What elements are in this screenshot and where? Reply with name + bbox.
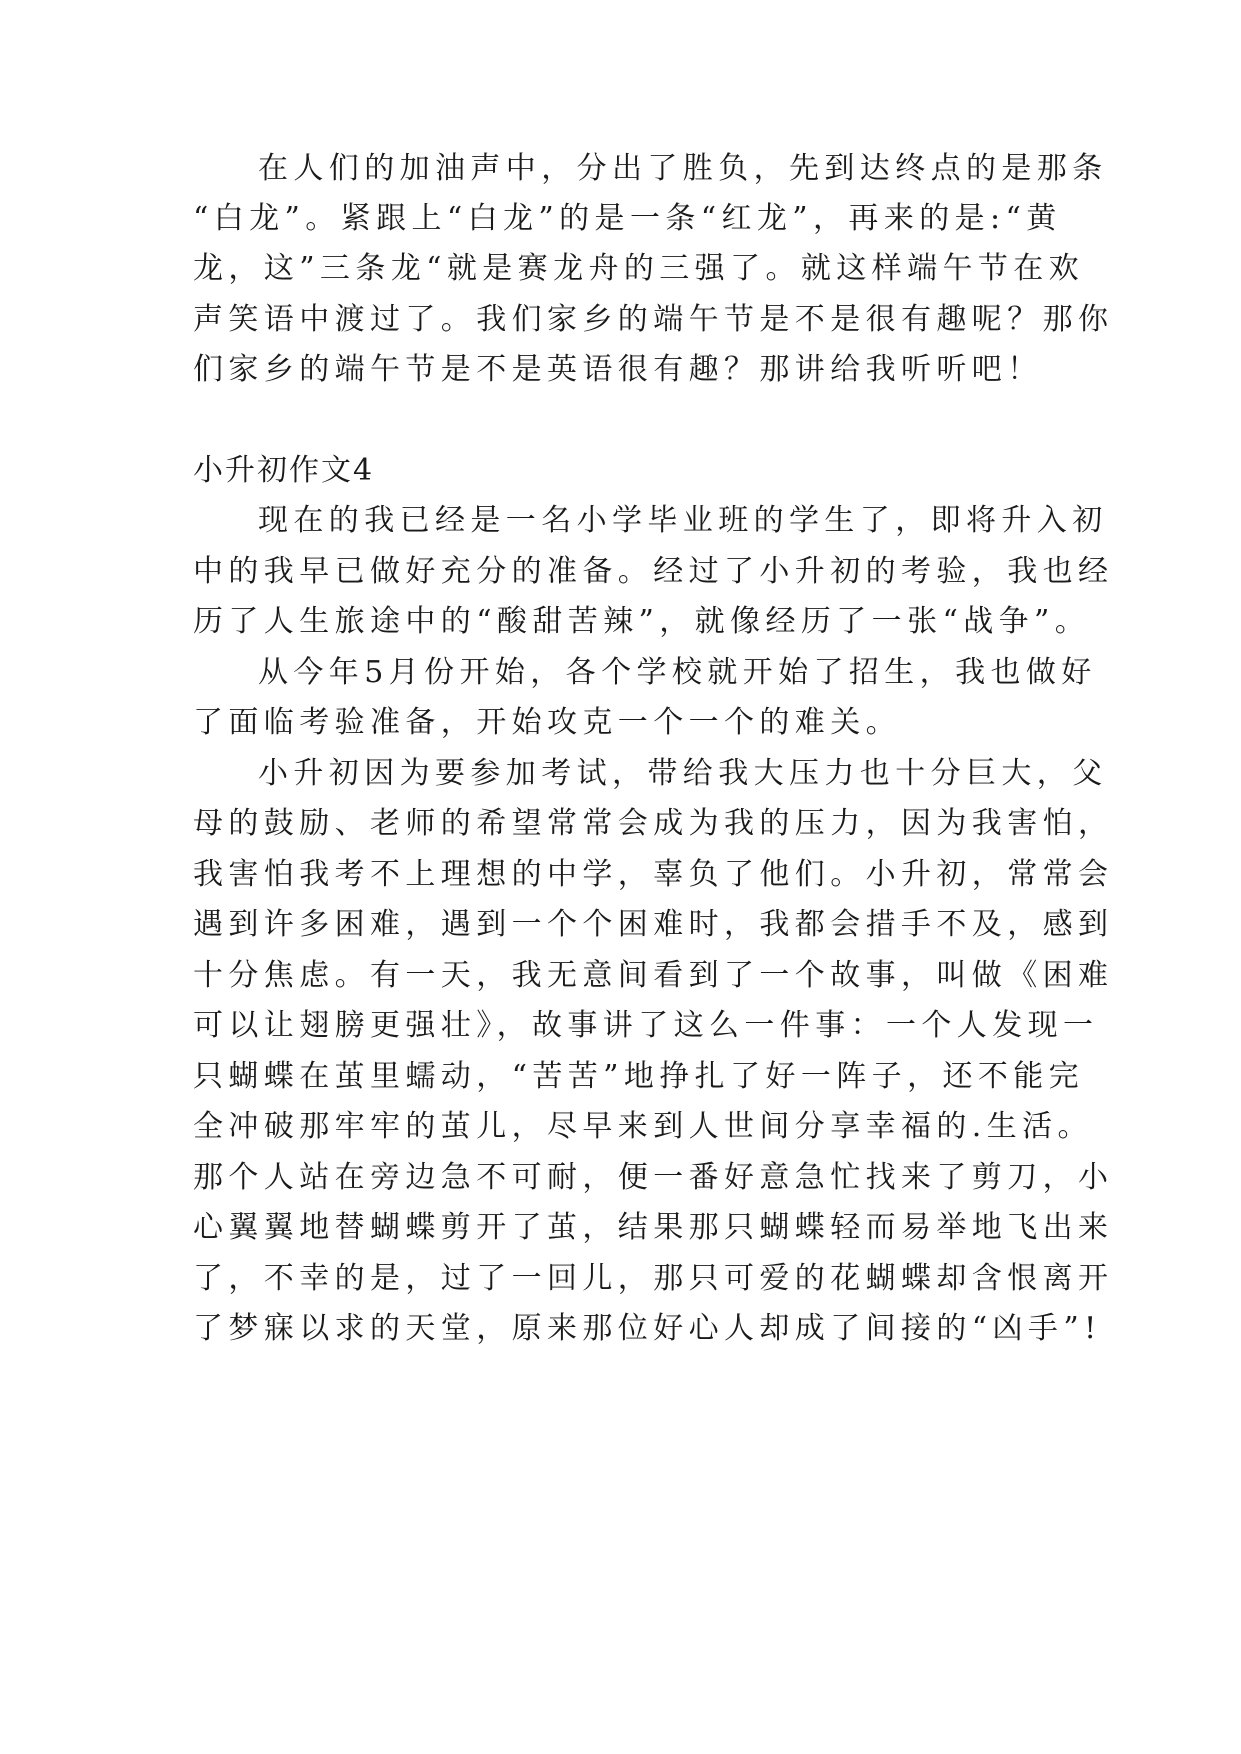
section-title: 小升初作文4	[193, 453, 375, 488]
paragraph-line: 历了人生旅途中的“酸甜苦辣”，就像经历了一张“战争”。	[193, 604, 1091, 639]
paragraph-line: 了面临考验准备，开始攻克一个一个的难关。	[193, 705, 901, 740]
paragraph-line: 声笑语中渡过了。我们家乡的端午节是不是很有趣呢？那你	[193, 302, 1114, 337]
paragraph-line: 全冲破那牢牢的茧儿，尽早来到人世间分享幸福的.生活。	[193, 1109, 1093, 1144]
paragraph-line: 遇到许多困难，遇到一个个困难时，我都会措手不及，感到	[193, 907, 1114, 942]
paragraph-line: 现在的我已经是一名小学毕业班的学生了，即将升入初	[258, 503, 1108, 538]
paragraph-line: 只蝴蝶在茧里蠕动，“苦苦”地挣扎了好一阵子，还不能完	[193, 1059, 1085, 1094]
paragraph-line: 母的鼓励、老师的希望常常会成为我的压力，因为我害怕，	[193, 806, 1114, 841]
paragraph-line: 从今年5月份开始，各个学校就开始了招生，我也做好	[258, 655, 1097, 690]
paragraph-line: 心翼翼地替蝴蝶剪开了茧，结果那只蝴蝶轻而易举地飞出来	[193, 1210, 1114, 1245]
paragraph-line: 十分焦虑。有一天，我无意间看到了一个故事，叫做《困难	[193, 958, 1114, 993]
paragraph-line: 那个人站在旁边急不可耐，便一番好意急忙找来了剪刀，小	[193, 1160, 1114, 1195]
paragraph-line: 龙，这”三条龙“就是赛龙舟的三强了。就这样端午节在欢	[193, 251, 1085, 286]
paragraph-line: 小升初因为要参加考试，带给我大压力也十分巨大，父	[258, 756, 1108, 791]
paragraph-line: 了，不幸的是，过了一回儿，那只可爱的花蝴蝶却含恨离开	[193, 1261, 1114, 1296]
paragraph-line: 在人们的加油声中，分出了胜负，先到达终点的是那条	[258, 151, 1108, 186]
paragraph-line: 中的我早已做好充分的准备。经过了小升初的考验，我也经	[193, 554, 1114, 589]
paragraph-line: 们家乡的端午节是不是英语很有趣？那讲给我听听吧！	[193, 352, 1043, 387]
paragraph-line: 可以让翅膀更强壮》，故事讲了这么一件事：一个人发现一	[193, 1008, 1099, 1043]
paragraph-line: 了梦寐以求的天堂，原来那位好心人却成了间接的“凶手”!	[193, 1311, 1102, 1346]
paragraph-line: 我害怕我考不上理想的中学，辜负了他们。小升初，常常会	[193, 857, 1114, 892]
paragraph-line: “白龙”。紧跟上“白龙”的是一条“红龙”，再来的是:“黄	[193, 201, 1062, 236]
